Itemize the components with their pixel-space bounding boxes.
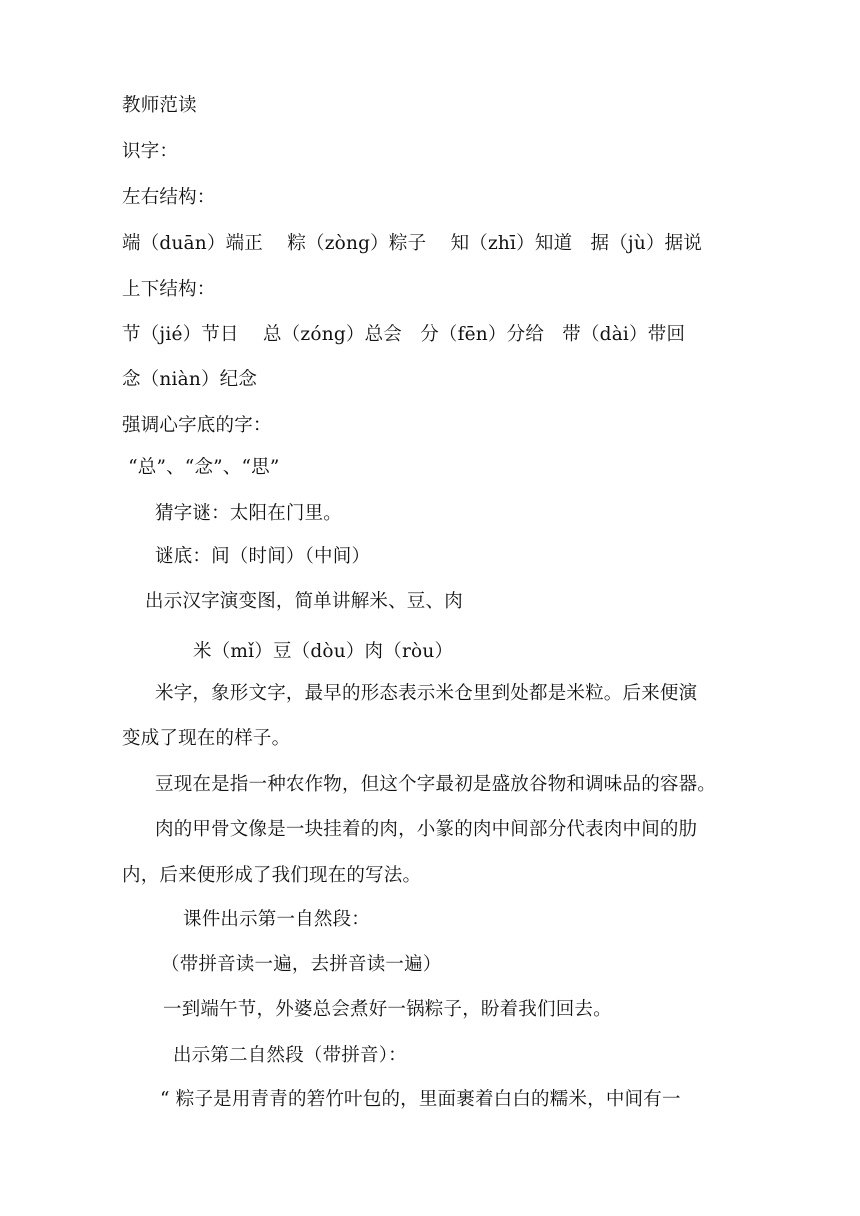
heart-radical-examples: “总”、“念”、“思” [122, 457, 280, 478]
heading-left-right-structure: 左右结构： [122, 187, 216, 208]
heading-top-bottom-structure: 上下结构： [122, 279, 216, 300]
paragraph-1-text: 一到端午节，外婆总会煮好一锅粽子，盼着我们回去。 [163, 999, 612, 1020]
courseware-paragraph-2-heading: 出示第二自然段（带拼音）： [173, 1045, 407, 1066]
nian-character-line: 念（niàn）纪念 [122, 369, 258, 390]
evolution-intro-line: 出示汉字演变图，简单讲解米、豆、肉 [145, 591, 463, 612]
riddle-line: 猜字谜：太阳在门里。 [155, 503, 343, 524]
top-bottom-characters-line: 节（jié）节日 总（zóng）总会 分（fēn）分给 带（dài）带回 [122, 324, 686, 345]
riddle-answer-line: 谜底：间（时间）（中间） [155, 546, 371, 567]
mi-dou-rou-pinyin-line: 米（mǐ）豆（dòu）肉（ròu） [193, 641, 454, 662]
reading-instruction-line: （带拼音读一遍，去拼音读一遍） [161, 954, 442, 975]
left-right-characters-line: 端（duān）端正 粽（zòng）粽子 知（zhī）知道 据（jù）据说 [122, 233, 703, 254]
paragraph-2-text: “ 粽子是用青青的箬竹叶包的，里面裹着白白的糯米，中间有一 [160, 1089, 681, 1110]
heading-heart-radical: 强调心字底的字： [122, 415, 272, 436]
rou-explanation-line-2: 内，后来便形成了我们现在的写法。 [122, 865, 422, 886]
mi-explanation-line-2: 变成了现在的样子。 [122, 728, 291, 749]
mi-explanation-line-1: 米字，象形文字，最早的形态表示米仓里到处都是米粒。后来便演 [155, 683, 698, 704]
dou-explanation-line: 豆现在是指一种农作物，但这个字最初是盛放谷物和调味品的容器。 [155, 774, 717, 795]
heading-teacher-reading: 教师范读 [122, 95, 197, 116]
courseware-paragraph-1-heading: 课件出示第一自然段： [183, 909, 371, 930]
heading-literacy: 识字： [122, 141, 179, 162]
rou-explanation-line-1: 肉的甲骨文像是一块挂着的肉，小篆的肉中间部分代表肉中间的肋 [155, 819, 698, 840]
